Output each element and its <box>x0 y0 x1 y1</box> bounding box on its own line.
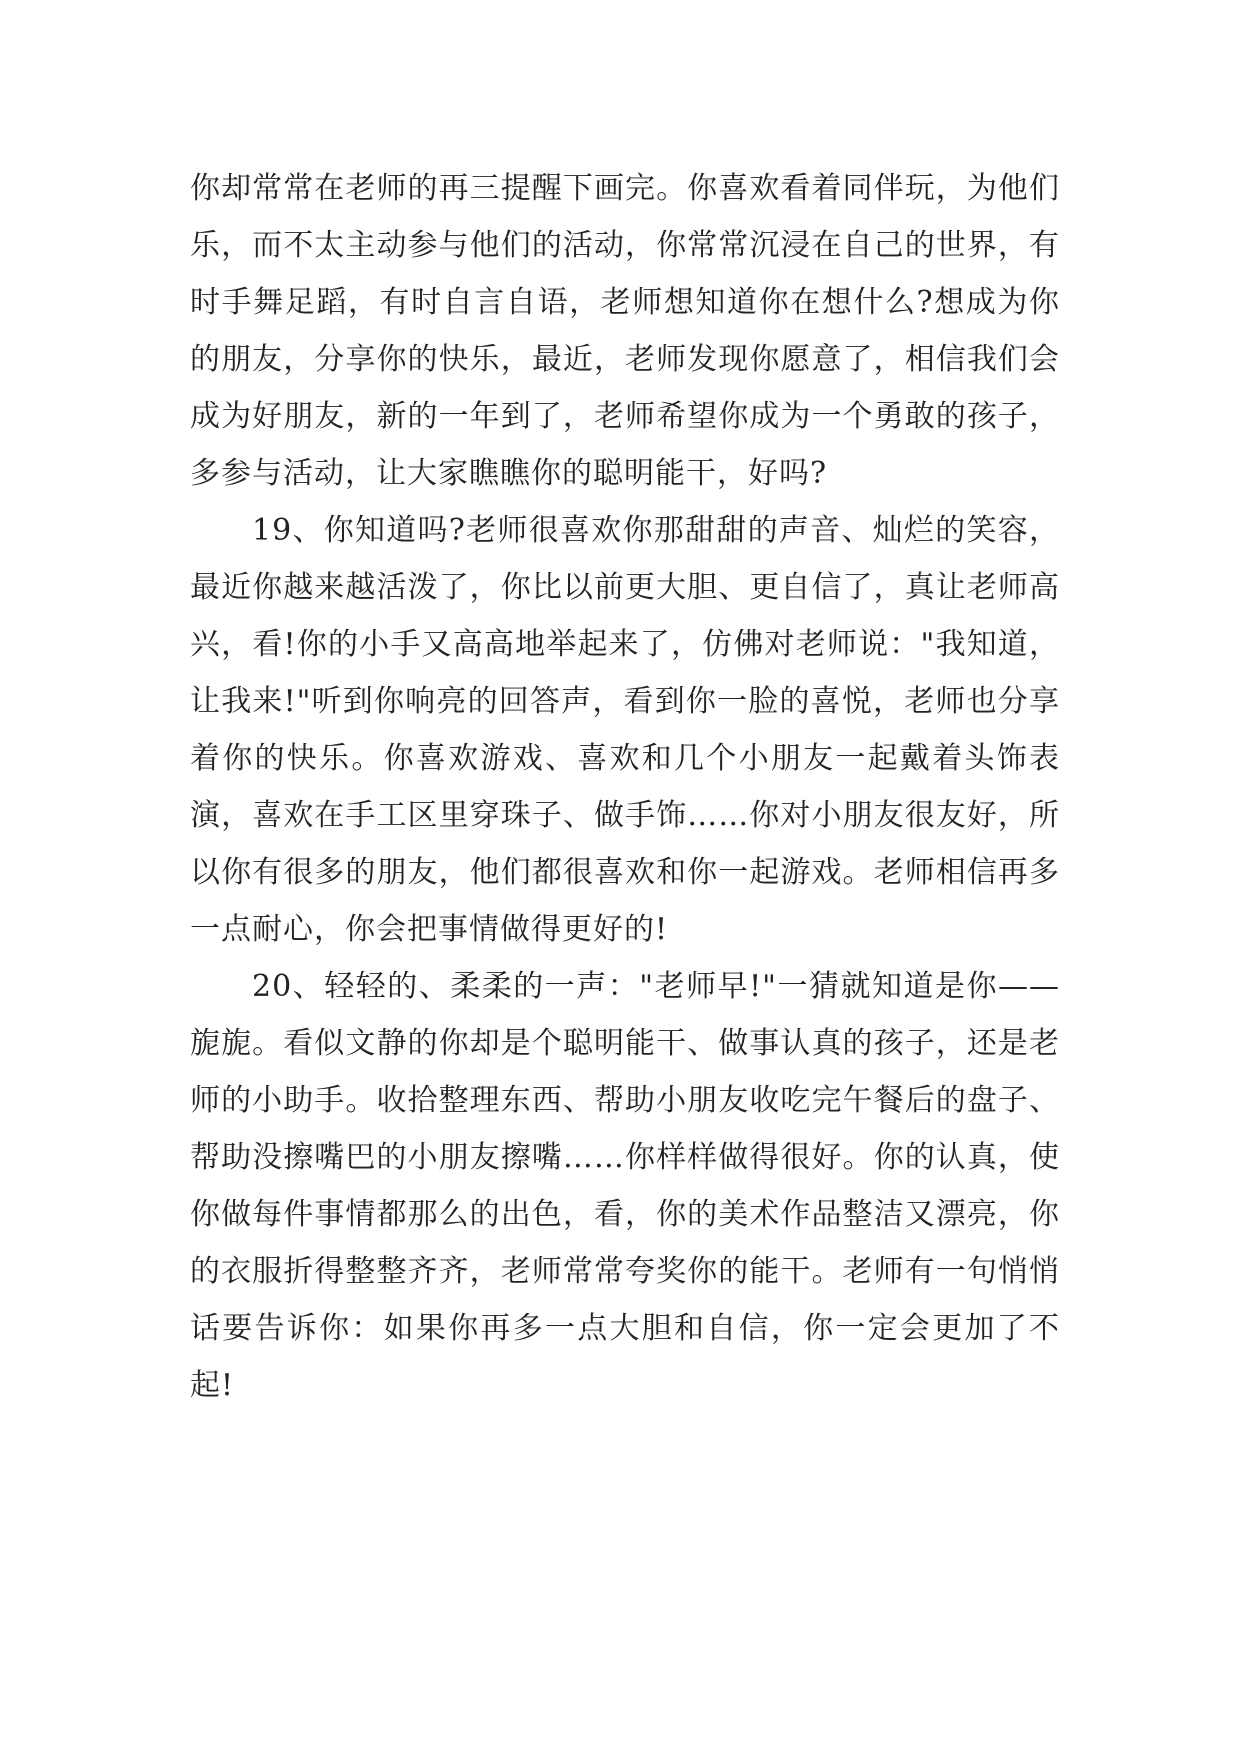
paragraph-item-20: 20、轻轻的、柔柔的一声："老师早!"一猜就知道是你——旎旎。看似文静的你却是个聪明能干、做事认真的孩子，还是老师的小助手。收拾整理东西、帮助小朋友收吃完午餐后的盘子、帮助没擦嘴巴的小朋友擦嘴……你样样做得很好。你的认真，使你做每件事情都那么的出色，看，你的美术作品整洁又漂亮，你的衣服折得整整齐齐，老师常常夸奖你的能干。老师有一句悄悄话要告诉你：如果你再多一点大胆和自信，你一定会更加了不起! <box>190 969 1060 1403</box>
paragraph-item-19: 19、你知道吗?老师很喜欢你那甜甜的声音、灿烂的笑容，最近你越来越活泼了，你比以前更大胆、更自信了，真让老师高兴，看!你的小手又高高地举起来了，仿佛对老师说："我知道，让我来!"听到你响亮的回答声，看到你一脸的喜悦，老师也分享着你的快乐。你喜欢游戏、喜欢和几个小朋友一起戴着头饰表演，喜欢在手工区里穿珠子、做手饰……你对小朋友很友好，所以你有很多的朋友，他们都很喜欢和你一起游戏。老师相信再多一点耐心，你会把事情做得更好的! <box>190 513 1060 947</box>
document-body <box>190 160 1060 1414</box>
paragraph-continuation: 你却常常在老师的再三提醒下画完。你喜欢看着同伴玩，为他们乐，而不太主动参与他们的活动，你常常沉浸在自己的世界，有时手舞足蹈，有时自言自语，老师想知道你在想什么?想成为你的朋友，分享你的快乐，最近，老师发现你愿意了，相信我们会成为好朋友，新的一年到了，老师希望你成为一个勇敢的孩子，多参与活动，让大家瞧瞧你的聪明能干，好吗? <box>190 171 1060 491</box>
